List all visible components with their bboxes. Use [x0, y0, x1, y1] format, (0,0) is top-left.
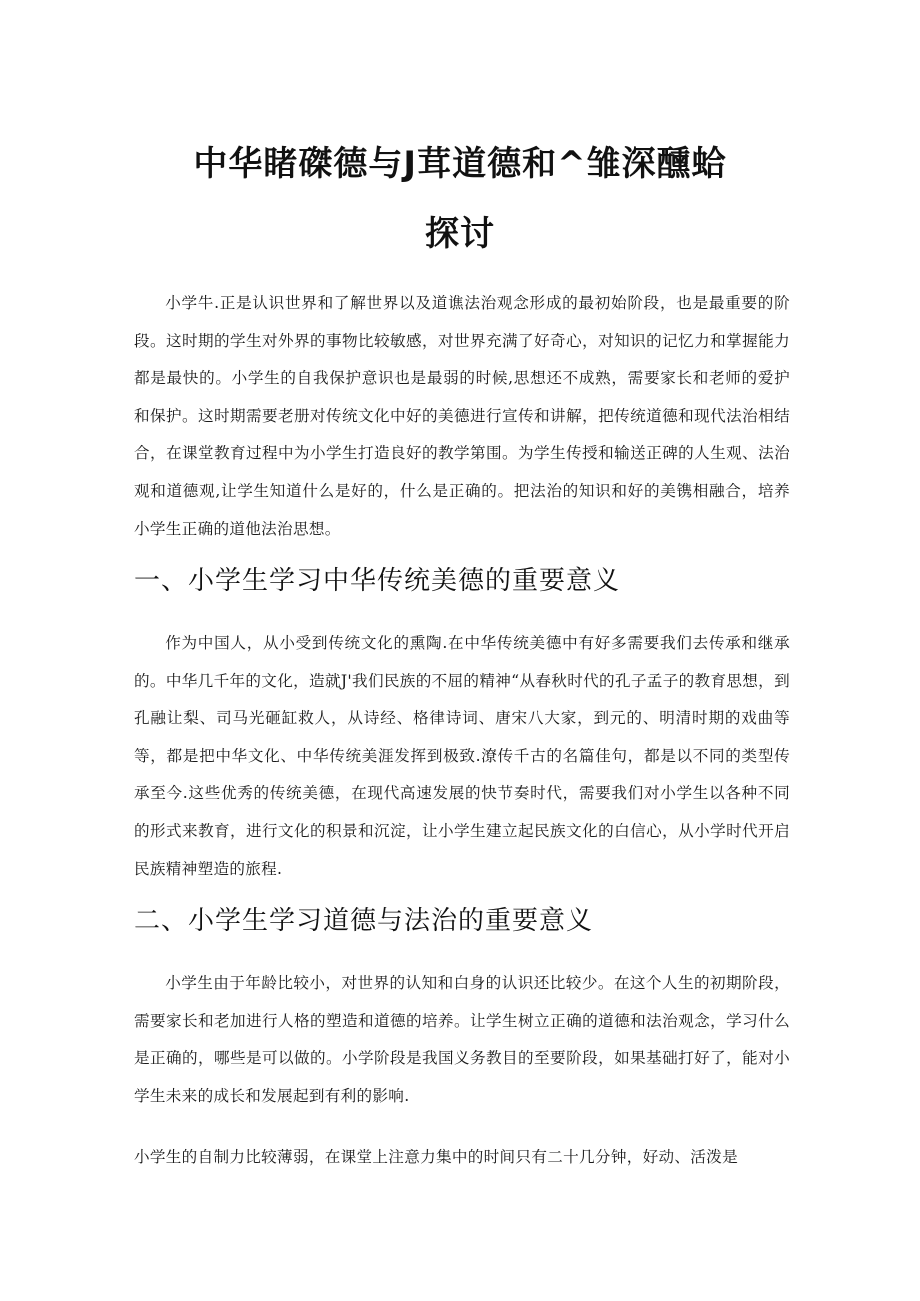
section-heading-1: 一、小学生学习中华传统美德的重要意义 [134, 566, 621, 596]
intro-paragraph: 小学牛.正是认识世界和了解世界以及道谯法治观念形成的最初始阶段，也是最重要的阶段。这时期的学生对外界的事物比较敏感，对世界充满了好奇心，对知识的记忆力和掌握能力都是最快的。小学生的自我保护意识也是最弱的时候,思想还不成熟，需要家长和老师的爱护和保护。这时期需要老册对传统文化中好的美德进行宣传和讲解，把传统道德和现代法治相结合，在课堂教育过程中为小学生打造良好的教学第围。为学生传授和输送正碑的人生观、法治观和道德观,让学生知道什么是好的，什么是正确的。把法治的知识和好的美镌相融合，培养小学生正确的道他法治思想。 [134, 294, 790, 538]
section-heading-2: 二、小学生学习道德与法治的重要意义 [134, 906, 594, 936]
continuation-paragraph: 小学生的自制力比较薄弱，在课堂上注意力集中的时间只有二十几分钟，好动、活泼是 [134, 1148, 738, 1166]
section-2-paragraph: 小学生由于年龄比较小，对世界的认知和白身的认识还比较少。在这个人生的初期阶段，需要家长和老加进行人格的塑造和道德的培养。让学生树立正确的道德和法治观念，学习什么是正确的，哪些是可以做的。小学阶段是我国义务教目的至要阶段，如果基础打好了，能对小学生未来的成长和发展起到有利的影响. [134, 974, 790, 1105]
document-title-line-2: 探讨 [425, 214, 495, 254]
section-1-paragraph: 作为中国人，从小受到传统文化的熏陶.在中华传统美德中有好多需要我们去传承和继承的。中华几千年的文化，造就J'我们民族的不屈的精神“从春秋时代的孔子孟子的教育思想，到孔融让梨、司马光砸缸救人，从诗经、格律诗词、唐宋八大家，到元的、明清时期的戏曲等等，都是把中华文化、中华传统美涯发挥到极致.潦传千古的名篇佳句，都是以不同的类型传承至今.这些优秀的传统美德，在现代高速发展的快节奏时代，需要我们对小学生以各种不同的形式来教育，进行文化的积景和沉淀，让小学生建立起民族文化的白信心，从小学时代开启民族精神塑造的旅程. [134, 634, 790, 878]
document-title-line-1: 中华睹磔德与J茸道德和^雏深醺蛤 [193, 144, 727, 184]
